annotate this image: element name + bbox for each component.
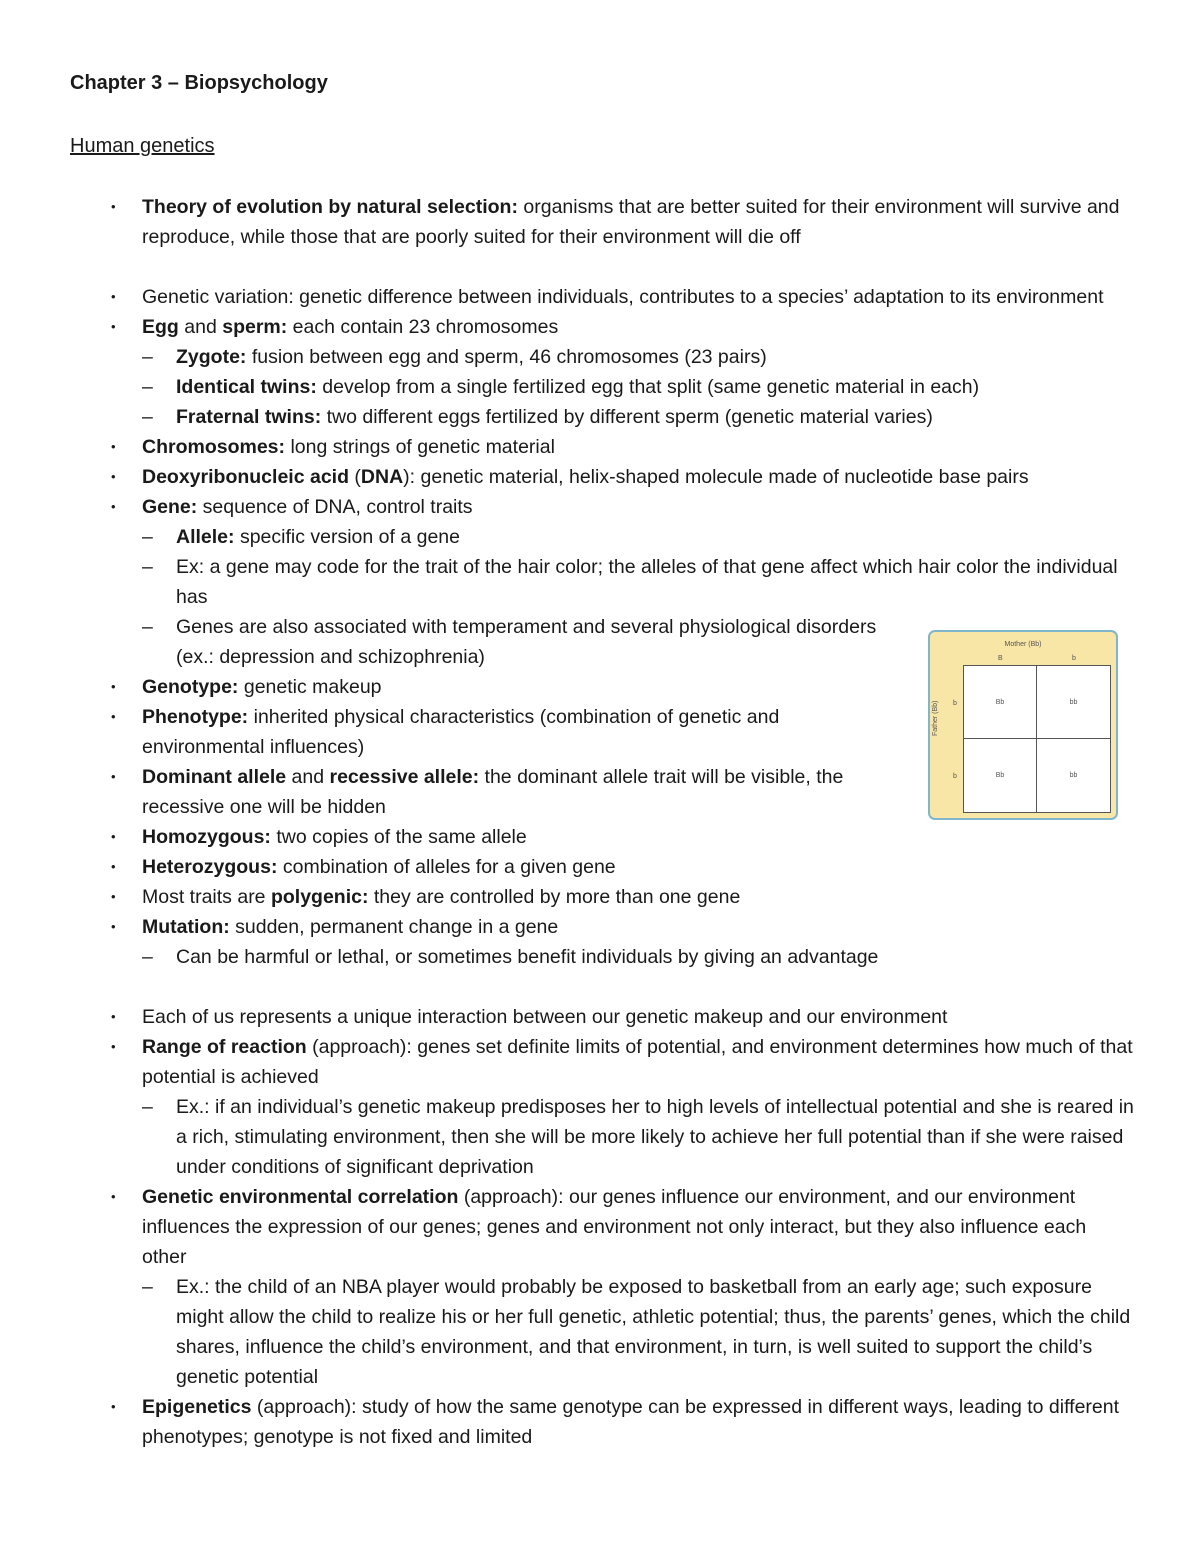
sub-item	[0, 372, 1200, 402]
item-text: Ex.: the child of an NBA player would probably be exposed to basketball from an early age; such exposure might allow the child to realize his or her full genetic, athletic potential; thus, the parents’ genes, which the child shares, influence the child’s environment, and that environment, in turn, is well suited to support the child’s genetic potential	[176, 1276, 1131, 1388]
term: Deoxyribonucleic acid	[142, 466, 349, 488]
list-item	[0, 282, 1200, 312]
item-text: inherited physical characteristics (combination of genetic and environmental influences)	[142, 706, 780, 758]
term: Heterozygous:	[142, 856, 278, 878]
item-text: ): genetic material, helix-shaped molecule made of nucleotide base pairs	[403, 466, 1029, 488]
term: Epigenetics	[142, 1396, 252, 1418]
sub-item	[0, 522, 1200, 552]
term: Egg	[142, 316, 179, 338]
punnett-cell: bb	[1037, 666, 1110, 739]
list-item	[0, 192, 1200, 252]
item-text: two copies of the same allele	[270, 826, 527, 848]
item-text: two different eggs fertilized by different sperm (genetic material varies)	[321, 406, 933, 428]
item-text: (	[349, 466, 361, 488]
term: DNA	[360, 466, 404, 488]
item-text: (approach): study of how the same genotype can be expressed in different ways, leading to different phenotypes; genotype is not fixed and limited	[142, 1396, 1120, 1448]
father-allele: b	[953, 700, 957, 707]
term: Genetic environmental correlation	[142, 1186, 459, 1208]
item-text: Each of us represents a unique interaction between our genetic makeup and our environment	[142, 1006, 948, 1028]
term: Gene:	[142, 496, 198, 518]
item-text: Can be harmful or lethal, or sometimes benefit individuals by giving an advantage	[176, 946, 879, 968]
punnett-cell: bb	[1069, 772, 1078, 779]
term: Genotype:	[142, 676, 239, 698]
term: sperm:	[222, 316, 288, 338]
list-item	[0, 432, 1200, 462]
item-text: (approach): genes set definite limits of potential, and environment determines how much of that potential is achieved	[142, 1036, 1133, 1088]
term: Theory of evolution by natural selection:	[142, 196, 518, 218]
item-text: Genes are also associated with temperament and several physiological disorders (ex.: depression and schizophrenia)	[176, 616, 877, 668]
sub-item	[0, 942, 1200, 972]
mother-allele: b	[1072, 655, 1076, 662]
item-text: combination of alleles for a given gene	[277, 856, 616, 878]
sub-item	[0, 342, 1200, 372]
term: Phenotype:	[142, 706, 249, 728]
item-text: Ex: a gene may code for the trait of the hair color; the alleles of that gene affect which hair color the individual has	[176, 556, 1118, 608]
list-item	[0, 1002, 1200, 1032]
term: Range of reaction	[142, 1036, 307, 1058]
item-text: (approach): our genes influence our environment, and our environment influences the expression of our genes; genes and environment not only interact, but they also influence each other	[142, 1186, 1087, 1268]
sub-item	[0, 402, 1200, 432]
item-text: genetic makeup	[238, 676, 382, 698]
item-text: sequence of DNA, control traits	[197, 496, 473, 518]
item-text: Genetic variation: genetic difference between individuals, contributes to a species’ adaptation to its environment	[142, 286, 1104, 308]
sub-item	[0, 1272, 1200, 1392]
punnett-cell: Bb	[964, 739, 1037, 812]
item-text: develop from a single fertilized egg that split (same genetic material in each)	[316, 376, 980, 398]
item-text: Ex.: if an individual’s genetic makeup predisposes her to high levels of intellectual potential and she is reared in a rich, stimulating environment, then she will be more likely to achieve her full potential than if she were raised under conditions of significant deprivation	[176, 1096, 1134, 1178]
term: Identical twins:	[176, 376, 317, 398]
section-heading: Human genetics	[70, 135, 215, 157]
sub-item	[0, 1092, 1200, 1182]
term: Chromosomes:	[142, 436, 286, 458]
chapter-title: Chapter 3 – Biopsychology	[70, 72, 328, 94]
item-text: the dominant allele trait will be visible, the recessive one will be hidden	[142, 766, 844, 818]
item-text: sudden, permanent change in a gene	[229, 916, 559, 938]
item-text: fusion between egg and sperm, 46 chromosomes (23 pairs)	[246, 346, 767, 368]
list-item	[0, 1182, 1200, 1272]
list-item	[0, 882, 1200, 912]
item-text: long strings of genetic material	[285, 436, 555, 458]
list-item	[0, 912, 1200, 942]
term: recessive allele:	[329, 766, 480, 788]
notes-list	[0, 192, 1200, 1452]
mother-label: Mother (Bb)	[1004, 641, 1042, 648]
punnett-square-figure	[928, 630, 1118, 820]
list-item	[0, 492, 1200, 522]
term: Homozygous:	[142, 826, 271, 848]
term: Allele:	[176, 526, 235, 548]
item-text: organisms that are better suited for their environment will survive and reproduce, while those that are poorly suited for their environment will die off	[142, 196, 1120, 248]
term: Zygote:	[176, 346, 247, 368]
item-text: Most traits are	[142, 886, 271, 908]
father-label: Father (Bb)	[932, 700, 939, 736]
item-text: specific version of a gene	[234, 526, 460, 548]
mother-allele: B	[998, 655, 1003, 662]
father-allele: b	[953, 773, 957, 780]
list-item	[0, 462, 1200, 492]
list-item	[0, 1392, 1200, 1452]
item-text: and	[178, 316, 223, 338]
item-text: each contain 23 chromosomes	[287, 316, 559, 338]
punnett-cell: Bb	[964, 666, 1037, 739]
list-item	[0, 1032, 1200, 1092]
punnett-grid	[963, 665, 1111, 813]
list-item	[0, 822, 1200, 852]
term: polygenic:	[270, 886, 369, 908]
term: Fraternal twins:	[176, 406, 322, 428]
list-item	[0, 852, 1200, 882]
list-item	[0, 312, 1200, 342]
sub-item	[0, 552, 1200, 612]
term: Mutation:	[142, 916, 230, 938]
item-text: they are controlled by more than one gene	[368, 886, 741, 908]
item-text: and	[286, 766, 330, 788]
term: Dominant allele	[142, 766, 287, 788]
